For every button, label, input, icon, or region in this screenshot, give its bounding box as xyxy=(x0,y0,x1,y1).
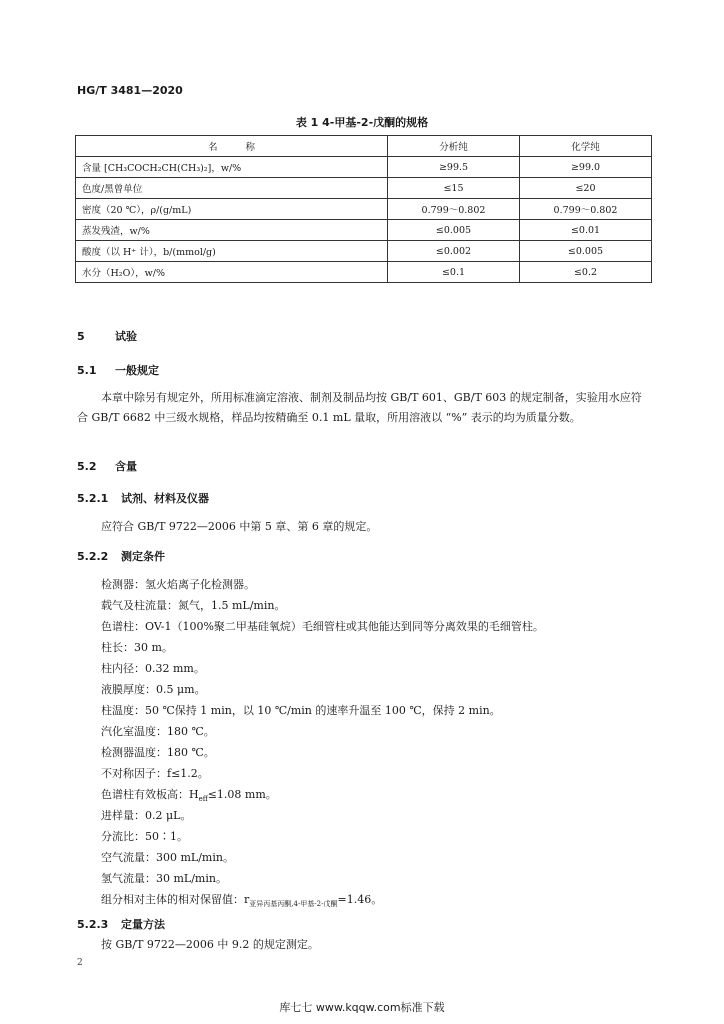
table-title: 表 1 4-甲基-2-戊酮的规格 xyxy=(295,116,429,129)
section-5-2-2-heading xyxy=(77,548,165,564)
table-header-row xyxy=(76,136,652,157)
section-5-2-1-paragraph: 应符合 GB/T 9722—2006 中第 5 章、第 6 章的规定。 xyxy=(101,520,378,533)
condition-line: 柱温度：50 ℃保持 1 min，以 10 ℃/min 的速率升温至 100 ℃，保持 2 min。 xyxy=(101,704,501,717)
row-ar-value: ≤15 xyxy=(388,178,520,199)
condition-line: 分流比：50∶1。 xyxy=(101,830,188,843)
spec-table xyxy=(75,135,652,283)
section-5-2-3-heading xyxy=(77,916,165,932)
condition-line: 载气及柱流量：氮气，1.5 mL/min。 xyxy=(101,599,286,612)
condition-line: 氢气流量：30 mL/min。 xyxy=(101,872,227,885)
condition-line: 汽化室温度：180 ℃。 xyxy=(101,725,215,738)
table-row xyxy=(76,199,652,220)
page-number: 2 xyxy=(77,958,83,968)
row-cp-value: 0.799～0.802 xyxy=(520,199,652,220)
row-ar-value: ≤0.002 xyxy=(388,241,520,262)
row-label: 密度（20 ℃），ρ/(g/mL) xyxy=(76,199,388,220)
table-row xyxy=(76,157,652,178)
condition-line: 检测器温度：180 ℃。 xyxy=(101,746,215,759)
row-ar-value: ≤0.1 xyxy=(388,262,520,283)
section-title: 试验 xyxy=(115,330,137,343)
footer-watermark: 库七七 www.kqqw.com标准下载 xyxy=(279,1001,445,1014)
section-title: 含量 xyxy=(115,460,137,473)
table-row xyxy=(76,220,652,241)
condition-line: 液膜厚度：0.5 μm。 xyxy=(101,683,206,696)
header-ar: 分析纯 xyxy=(388,136,520,157)
condition-line: 柱内径：0.32 mm。 xyxy=(101,662,205,675)
standard-code: HG/T 3481—2020 xyxy=(77,84,183,97)
section-number: 5.2.1 xyxy=(77,492,109,505)
section-title: 定量方法 xyxy=(121,918,165,931)
section-title: 测定条件 xyxy=(121,550,165,563)
condition-text: 组分相对主体的相对保留值：r xyxy=(101,893,250,906)
section-5-2-1-heading xyxy=(77,490,209,506)
row-ar-value: ≥99.5 xyxy=(388,157,520,178)
row-label: 酸度（以 H⁺ 计），b/(mmol/g) xyxy=(76,241,388,262)
section-number: 5.1 xyxy=(77,364,97,377)
condition-line-retention xyxy=(101,891,382,909)
row-cp-value: ≤0.2 xyxy=(520,262,652,283)
row-ar-value: ≤0.005 xyxy=(388,220,520,241)
header-name: 名称 xyxy=(76,136,388,157)
retention-subscript: 亚异丙基丙酮,4-甲基-2-戊酮 xyxy=(249,900,338,909)
section-5-2-3-paragraph: 按 GB/T 9722—2006 中 9.2 的规定测定。 xyxy=(101,938,319,951)
row-cp-value: ≤0.01 xyxy=(520,220,652,241)
section-title: 一般规定 xyxy=(115,364,159,377)
section-number: 5.2.2 xyxy=(77,550,109,563)
table-row xyxy=(76,241,652,262)
condition-line: 空气流量：300 mL/min。 xyxy=(101,851,234,864)
row-label: 水分（H₂O），w/% xyxy=(76,262,388,283)
section-title: 试剂、材料及仪器 xyxy=(121,492,209,505)
condition-line: 柱长：30 m。 xyxy=(101,641,173,654)
section-number: 5.2 xyxy=(77,460,97,473)
condition-line: 进样量：0.2 μL。 xyxy=(101,809,192,822)
plate-subscript: eff xyxy=(198,795,208,804)
row-ar-value: 0.799～0.802 xyxy=(388,199,520,220)
condition-text: 色谱柱有效板高：H xyxy=(101,788,199,801)
table-row xyxy=(76,178,652,199)
condition-line-plate-height xyxy=(101,786,277,803)
section-5-2-heading xyxy=(77,458,137,474)
section-number: 5 xyxy=(77,330,85,343)
section-5-1-heading xyxy=(77,362,159,378)
condition-line: 色谱柱：OV-1（100%聚二甲基硅氧烷）毛细管柱或其他能达到同等分离效果的毛细管柱。 xyxy=(101,620,544,633)
plate-value: ≤1.08 mm。 xyxy=(207,788,277,801)
row-cp-value: ≤20 xyxy=(520,178,652,199)
row-label: 含量 [CH₃COCH₂CH(CH₃)₂]，w/% xyxy=(76,157,388,178)
section-number: 5.2.3 xyxy=(77,918,109,931)
condition-line: 不对称因子：f≤1.2。 xyxy=(101,767,209,780)
row-cp-value: ≤0.005 xyxy=(520,241,652,262)
row-label: 色度/黑曾单位 xyxy=(76,178,388,199)
header-cp: 化学纯 xyxy=(520,136,652,157)
row-cp-value: ≥99.0 xyxy=(520,157,652,178)
table-row xyxy=(76,262,652,283)
retention-value: =1.46。 xyxy=(337,893,383,906)
condition-line: 检测器：氢火焰离子化检测器。 xyxy=(101,578,255,591)
section-5-1-paragraph: 本章中除另有规定外，所用标准滴定溶液、制剂及制品均按 GB/T 601、GB/T 603 的规定制备，实验用水应符合 GB/T 6682 中三级水规格，样品均按精确至 0.1 mL 量取，所用溶液以 “%” 表示的均为质量分数。 xyxy=(77,391,642,424)
section-5-heading xyxy=(77,328,137,344)
row-label: 蒸发残渣，w/% xyxy=(76,220,388,241)
